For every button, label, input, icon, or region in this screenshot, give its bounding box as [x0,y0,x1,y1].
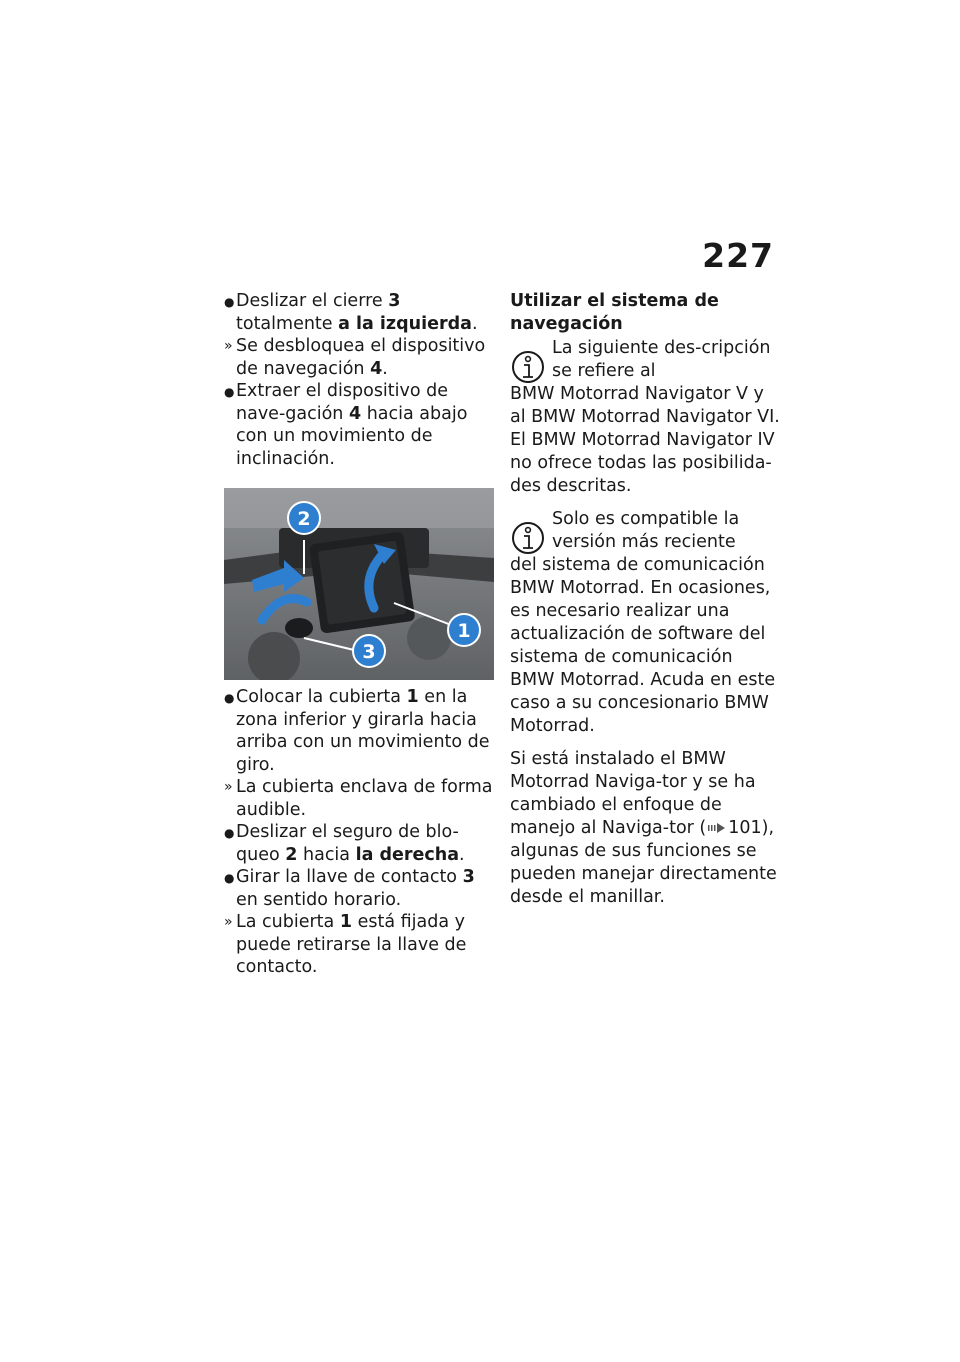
page-reference-arrow-icon [708,822,726,834]
right-column [510,290,780,917]
bullet-icon: ● [224,826,235,840]
bullet-icon: ● [224,295,235,309]
instruction-step: ● Girar la llave de contacto 3 en sentido horario. [224,867,475,910]
instruction-step: ● Deslizar el cierre 3 totalmente a la izquierda. [224,291,478,334]
mount-illustration [224,488,494,680]
navigator-paragraph: Si está instalado el BMW Motorrad Naviga-tor y se ha cambiado el enfoque de manejo al Naviga-tor ( 101), algunas de sus funciones se pueden manejar directamente desde el manillar. [510,749,777,907]
svg-text:2: 2 [297,508,311,530]
result-arrow-icon: » [224,779,233,795]
cradle-cover [309,531,416,633]
instruction-result: » La cubierta enclava de forma audible. [224,777,493,820]
result-arrow-icon: » [224,914,233,930]
info-icon [510,520,546,560]
instruction-list-b [224,686,494,979]
info-icon [510,349,546,389]
note-2-body: del sistema de comunicación BMW Motorrad. En ocasiones, es necesario realizar una actualización de software del sistema de comunicación BMW Motorrad. Acuda en este caso a su concesionario BMW Motorrad. [510,555,776,736]
callout-3 [353,635,385,667]
result-arrow-icon: » [224,338,233,354]
section-heading: Utilizar el sistema de navegación [510,291,719,334]
callout-2 [288,502,320,534]
svg-text:3: 3 [362,641,376,663]
note-1-lead: La siguiente des-cripción se refiere al [552,338,771,381]
windscreen [224,488,494,528]
note-2-lead: Solo es compatible la versión más reciente [552,509,740,552]
instruction-step: ● Colocar la cubierta 1 en la zona inferior y girarla hacia arriba con un movimiento de giro. [224,687,490,775]
page-number: 227 [702,236,774,275]
instruction-step: ● Extraer el dispositivo de nave-gación 4 hacia abajo con un movimiento de inclinación. [224,381,468,469]
ignition-key [285,618,313,638]
navigator-mount-figure [224,488,494,680]
svg-text:1: 1 [457,620,471,642]
page-reference[interactable]: 101 [728,818,762,838]
bullet-icon: ● [224,691,235,705]
info-note-1 [510,337,780,498]
instruction-result: » La cubierta 1 está fijada y puede retirarse la llave de contacto. [224,912,467,977]
bullet-icon: ● [224,871,235,885]
left-column [224,290,494,979]
info-note-2 [510,508,780,738]
instruction-result: » Se desbloquea el dispositivo de navegación 4. [224,336,486,379]
bullet-icon: ● [224,385,235,399]
callout-1 [448,614,480,646]
instruction-step: ● Deslizar el seguro de blo-queo 2 hacia la derecha. [224,822,465,865]
note-1-body: BMW Motorrad Navigator V y al BMW Motorrad Navigator VI. El BMW Motorrad Navigator IV no ofrece todas las posibilida-des descritas. [510,384,780,496]
instruction-list-a [224,290,494,470]
